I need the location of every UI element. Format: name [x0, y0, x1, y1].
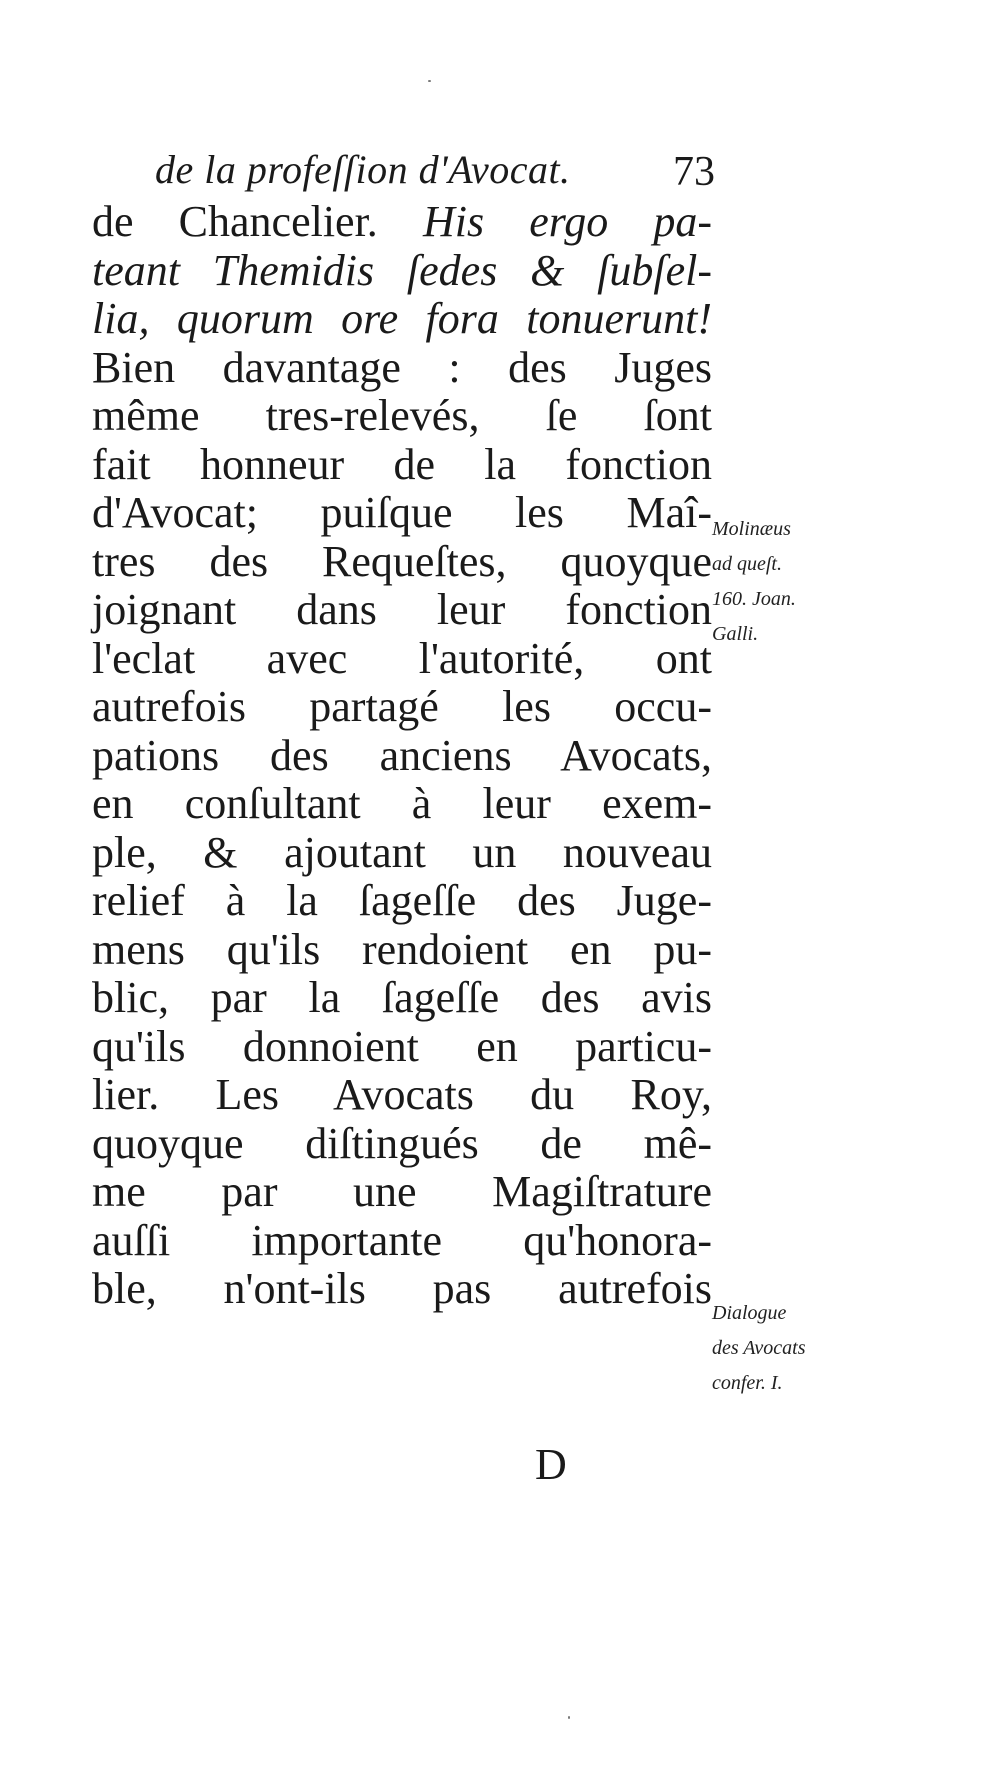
- text-line: même tres-relevés, ſe ſont: [92, 391, 712, 440]
- margin-note-line: ad queſt.: [712, 553, 782, 575]
- margin-note-molinaeus: [712, 512, 882, 652]
- text-line: de Chancelier. His ergo pa-: [92, 197, 712, 246]
- text-line: quoyque diſtingués de mê-: [92, 1118, 712, 1168]
- text-line: en conſultant à leur exem-: [92, 779, 712, 828]
- paper-speck: [428, 80, 431, 82]
- text-line: autrefois partagé les occu-: [92, 682, 712, 731]
- text-line: joignant dans leur fonction: [92, 585, 712, 634]
- text-line: auſſi importante qu'honora-: [92, 1215, 712, 1265]
- text-line: lia, quorum ore fora tonuerunt!: [92, 294, 712, 343]
- body-text: [92, 198, 712, 1314]
- text-line: blic, par la ſageſſe des avis: [92, 973, 712, 1022]
- running-head: [155, 140, 715, 200]
- text-line: mens qu'ils rendoient en pu-: [92, 924, 712, 974]
- text-line: d'Avocat; puiſque les Maî-: [92, 488, 712, 537]
- text-line: tres des Requeſtes, quoyque: [92, 536, 712, 586]
- text-line: me par une Magiſtrature: [92, 1167, 712, 1216]
- margin-note-line: 160. Joan.: [712, 588, 796, 610]
- text-line: qu'ils donnoient en particu-: [92, 1021, 712, 1071]
- text-line: lier. Les Avocats du Roy,: [92, 1070, 712, 1119]
- page-number: 73: [673, 149, 715, 195]
- margin-note-line: Molinæus: [712, 518, 791, 540]
- text-line: Bien davantage : des Juges: [92, 342, 712, 392]
- margin-note-line: des Avocats: [712, 1337, 806, 1359]
- signature-mark: D: [535, 1440, 567, 1489]
- text-line: fait honneur de la fonction: [92, 439, 712, 489]
- text-line: relief à la ſageſſe des Juge-: [92, 876, 712, 925]
- margin-note-line: confer. I.: [712, 1372, 783, 1394]
- text-line: pations des anciens Avocats,: [92, 730, 712, 780]
- margin-note-dialogue: [712, 1296, 882, 1401]
- margin-note-line: Dialogue: [712, 1302, 787, 1324]
- text-line: ble, n'ont-ils pas autrefois: [92, 1264, 712, 1313]
- text-line: teant Themidis ſedes & ſubſel-: [92, 245, 712, 295]
- running-title: de la profeſſion d'Avocat.: [155, 147, 571, 192]
- margin-note-line: Galli.: [712, 623, 759, 645]
- text-line: ple, & ajoutant un nouveau: [92, 827, 712, 877]
- paper-speck: [568, 1716, 570, 1719]
- text-line: l'eclat avec l'autorité, ont: [92, 633, 712, 683]
